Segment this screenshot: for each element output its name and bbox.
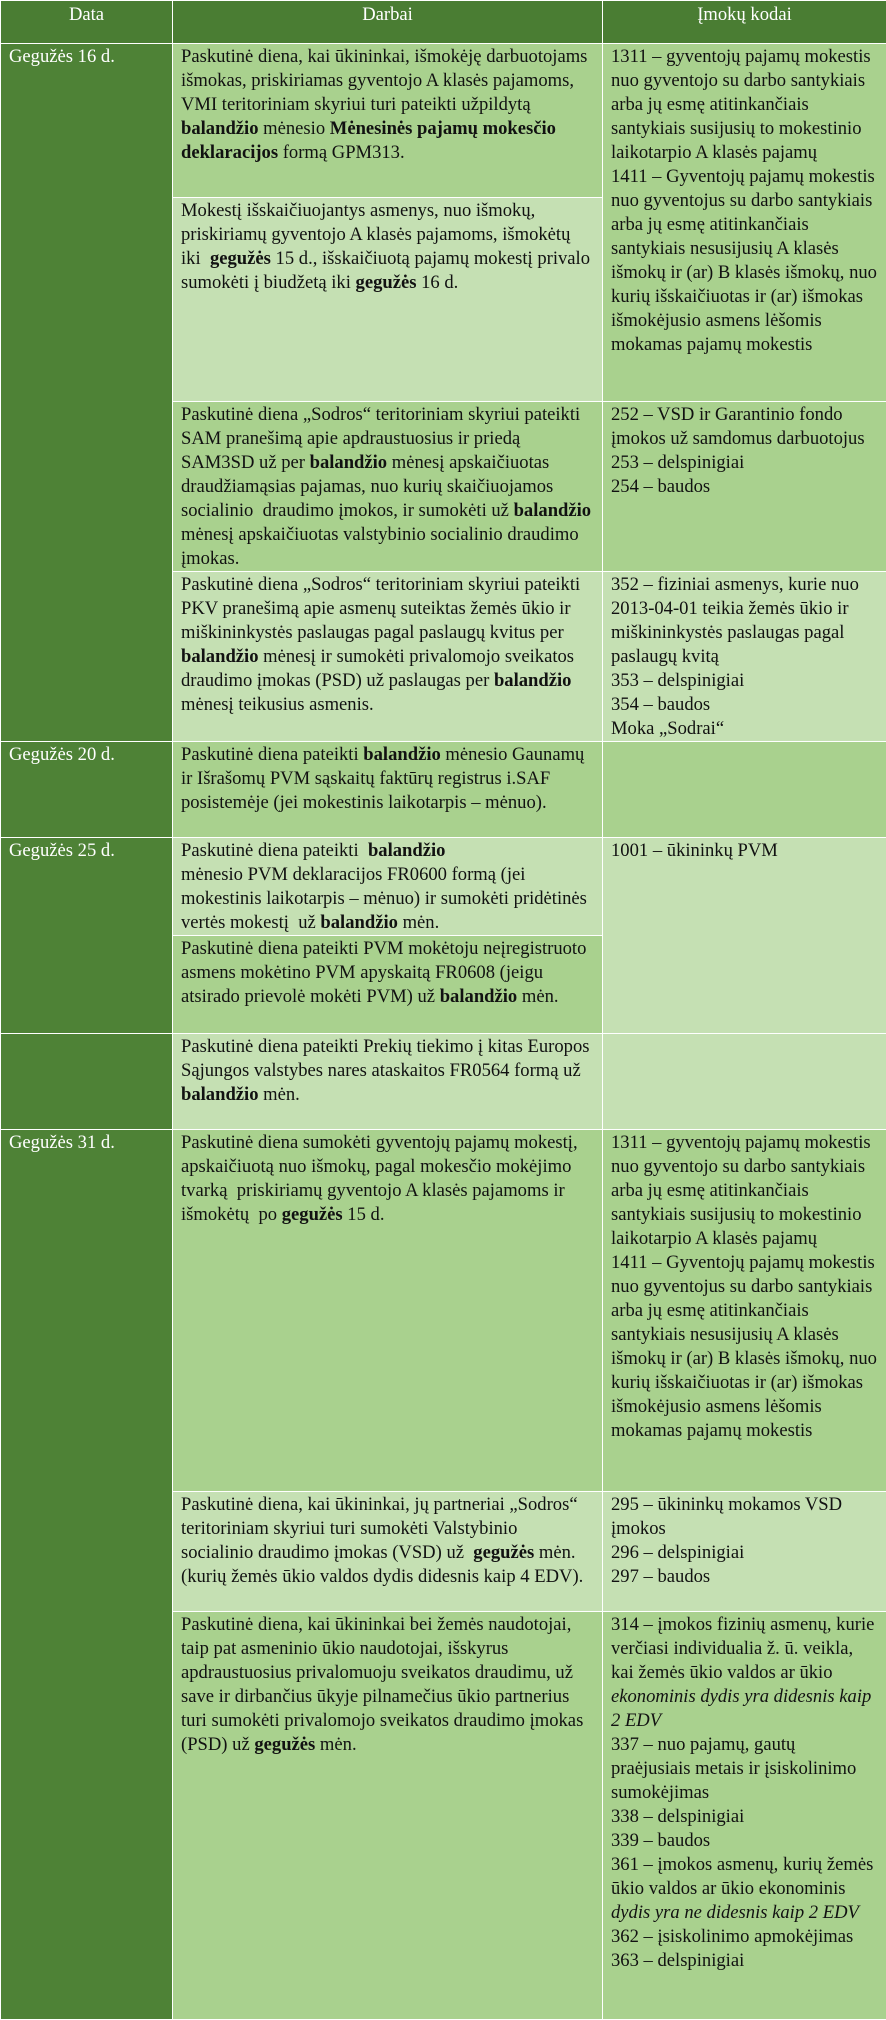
task-cell: Paskutinė diena pateikti PVM mokėtoju neįregistruoto asmens mokėtino PVM apyskaitą FR0608 (jeigu atsirado prievolė mokėti PVM) už balandžio mėn.	[173, 936, 603, 1034]
task-cell: Paskutinė diena pateikti Prekių tiekimo į kitas Europos Sąjungos valstybes nares ataskaitos FR0564 formą už balandžio mėn.	[173, 1034, 603, 1130]
task-cell: Paskutinė diena, kai ūkininkai bei žemės naudotojai, taip pat asmeninio ūkio naudotojai, išskyrus apdraustuosius privalomuoju sveikatos draudimu, už save ir dirbančius ūkyje pilnamečius ūkio partnerius turi sumokėti privalomojo sveikatos draudimo įmokas (PSD) už gegužės mėn.	[173, 1612, 603, 2020]
header-row	[1, 1, 886, 44]
task-cell: Paskutinė diena pateikti balandžio mėnesio Gaunamų ir Išrašomų PVM sąskaitų faktūrų registrus i.SAF posistemėje (jei mokestinis laikotarpis – mėnuo).	[173, 742, 603, 838]
codes-cell: 1311 – gyventojų pajamų mokestis nuo gyventojo su darbo santykiais arba jų esmę atitinkančiais santykiais susijusių to mokestinio laikotarpio A klasės pajamų 1411 – Gyventojų pajamų mokestis nuo gyventojus su darbo santykiais arba jų esmę atitinkančiais santykiais nesusijusių A klasės išmokų ir (ar) B klasės išmokų, nuo kurių išskaičiuotas ir (ar) išmokas išmokėjusio asmens lėšomis mokamas pajamų mokestis	[603, 1130, 886, 1492]
codes-cell: 1001 – ūkininkų PVM	[603, 838, 886, 1034]
codes-cell: 314 – įmokos fizinių asmenų, kurie verčiasi individualia ž. ū. veikla, kai žemės ūkio valdos ar ūkio ekonominis dydis yra didesnis kaip 2 EDV 337 – nuo pajamų, gautų praėjusiais metais ir įsiskolinimo sumokėjimas 338 – delspinigiai 339 – baudos 361 – įmokos asmenų, kurių žemės ūkio valdos ar ūkio ekonominis dydis yra ne didesnis kaip 2 EDV 362 – įsiskolinimo apmokėjimas 363 – delspinigiai	[603, 1612, 886, 2020]
codes-cell	[603, 1034, 886, 1130]
codes-cell: 252 – VSD ir Garantinio fondo įmokos už samdomus darbuotojus 253 – delspinigiai 254 – baudos	[603, 402, 886, 572]
header-data: Data	[1, 1, 173, 44]
codes-cell: 295 – ūkininkų mokamos VSD įmokos 296 – delspinigiai 297 – baudos	[603, 1492, 886, 1612]
table-row	[1, 1130, 886, 1492]
task-cell: Paskutinė diena sumokėti gyventojų pajamų mokestį, apskaičiuotą nuo išmokų, pagal mokesčio mokėjimo tvarką priskiriamų gyventojo A klasės pajamoms ir išmokėtų po gegužės 15 d.	[173, 1130, 603, 1492]
date-cell: Gegužės 20 d.	[1, 742, 173, 838]
task-cell: Paskutinė diena pateikti balandžio mėnesio PVM deklaracijos FR0600 formą (jei mokestinis laikotarpis – mėnuo) ir sumokėti pridėtinės vertės mokestį už balandžio mėn.	[173, 838, 603, 936]
codes-cell: 352 – fiziniai asmenys, kurie nuo 2013-04-01 teikia žemės ūkio ir miškininkystės paslaugas pagal paslaugų kvitą 353 – delspinigiai 354 – baudos Moka „Sodrai“	[603, 572, 886, 742]
task-cell: Paskutinė diena, kai ūkininkai, jų partneriai „Sodros“ teritoriniam skyriui turi sumokėti Valstybinio socialinio draudimo įmokas (VSD) už gegužės mėn. (kurių žemės ūkio valdos dydis didesnis kaip 4 EDV).	[173, 1492, 603, 1612]
header-darbai: Darbai	[173, 1, 603, 44]
date-cell: Gegužės 16 d.	[1, 44, 173, 742]
date-cell: Gegužės 31 d.	[1, 1130, 173, 2020]
codes-cell	[603, 742, 886, 838]
table-row	[1, 1034, 886, 1130]
header-kodai: Įmokų kodai	[603, 1, 886, 44]
task-cell: Paskutinė diena „Sodros“ teritoriniam skyriui pateikti SAM pranešimą apie apdraustuosius ir priedą SAM3SD už per balandžio mėnesį apskaičiuotas draudžiamąsias pajamas, nuo kurių skaičiuojamos socialinio draudimo įmokos, ir sumokėti už balandžio mėnesį apskaičiuotas valstybinio socialinio draudimo įmokas.	[173, 402, 603, 572]
table-row	[1, 44, 886, 198]
task-cell: Paskutinė diena „Sodros“ teritoriniam skyriui pateikti PKV pranešimą apie asmenų suteiktas žemės ūkio ir miškininkystės paslaugas pagal paslaugų kvitus per balandžio mėnesį ir sumokėti privalomojo sveikatos draudimo įmokas (PSD) už paslaugas per balandžio mėnesį teikusius asmenis.	[173, 572, 603, 742]
codes-cell: 1311 – gyventojų pajamų mokestis nuo gyventojo su darbo santykiais arba jų esmę atitinkančiais santykiais susijusių to mokestinio laikotarpio A klasės pajamų 1411 – Gyventojų pajamų mokestis nuo gyventojus su darbo santykiais arba jų esmę atitinkančiais santykiais nesusijusių A klasės išmokų ir (ar) B klasės išmokų, nuo kurių išskaičiuotas ir (ar) išmokas išmokėjusio asmens lėšomis mokamas pajamų mokestis	[603, 44, 886, 402]
table-row	[1, 838, 886, 936]
date-cell: Gegužės 25 d.	[1, 838, 173, 1034]
task-cell: Paskutinė diena, kai ūkininkai, išmokėję darbuotojams išmokas, priskiriamas gyventojo A klasės pajamoms, VMI teritoriniam skyriui turi pateikti užpildytą balandžio mėnesio Mėnesinės pajamų mokesčio deklaracijos formą GPM313.	[173, 44, 603, 198]
task-cell: Mokestį išskaičiuojantys asmenys, nuo išmokų, priskiriamų gyventojo A klasės pajamoms, išmokėtų iki gegužės 15 d., išskaičiuotą pajamų mokestį privalo sumokėti į biudžetą iki gegužės 16 d.	[173, 198, 603, 402]
table-row	[1, 742, 886, 838]
date-cell	[1, 1034, 173, 1130]
